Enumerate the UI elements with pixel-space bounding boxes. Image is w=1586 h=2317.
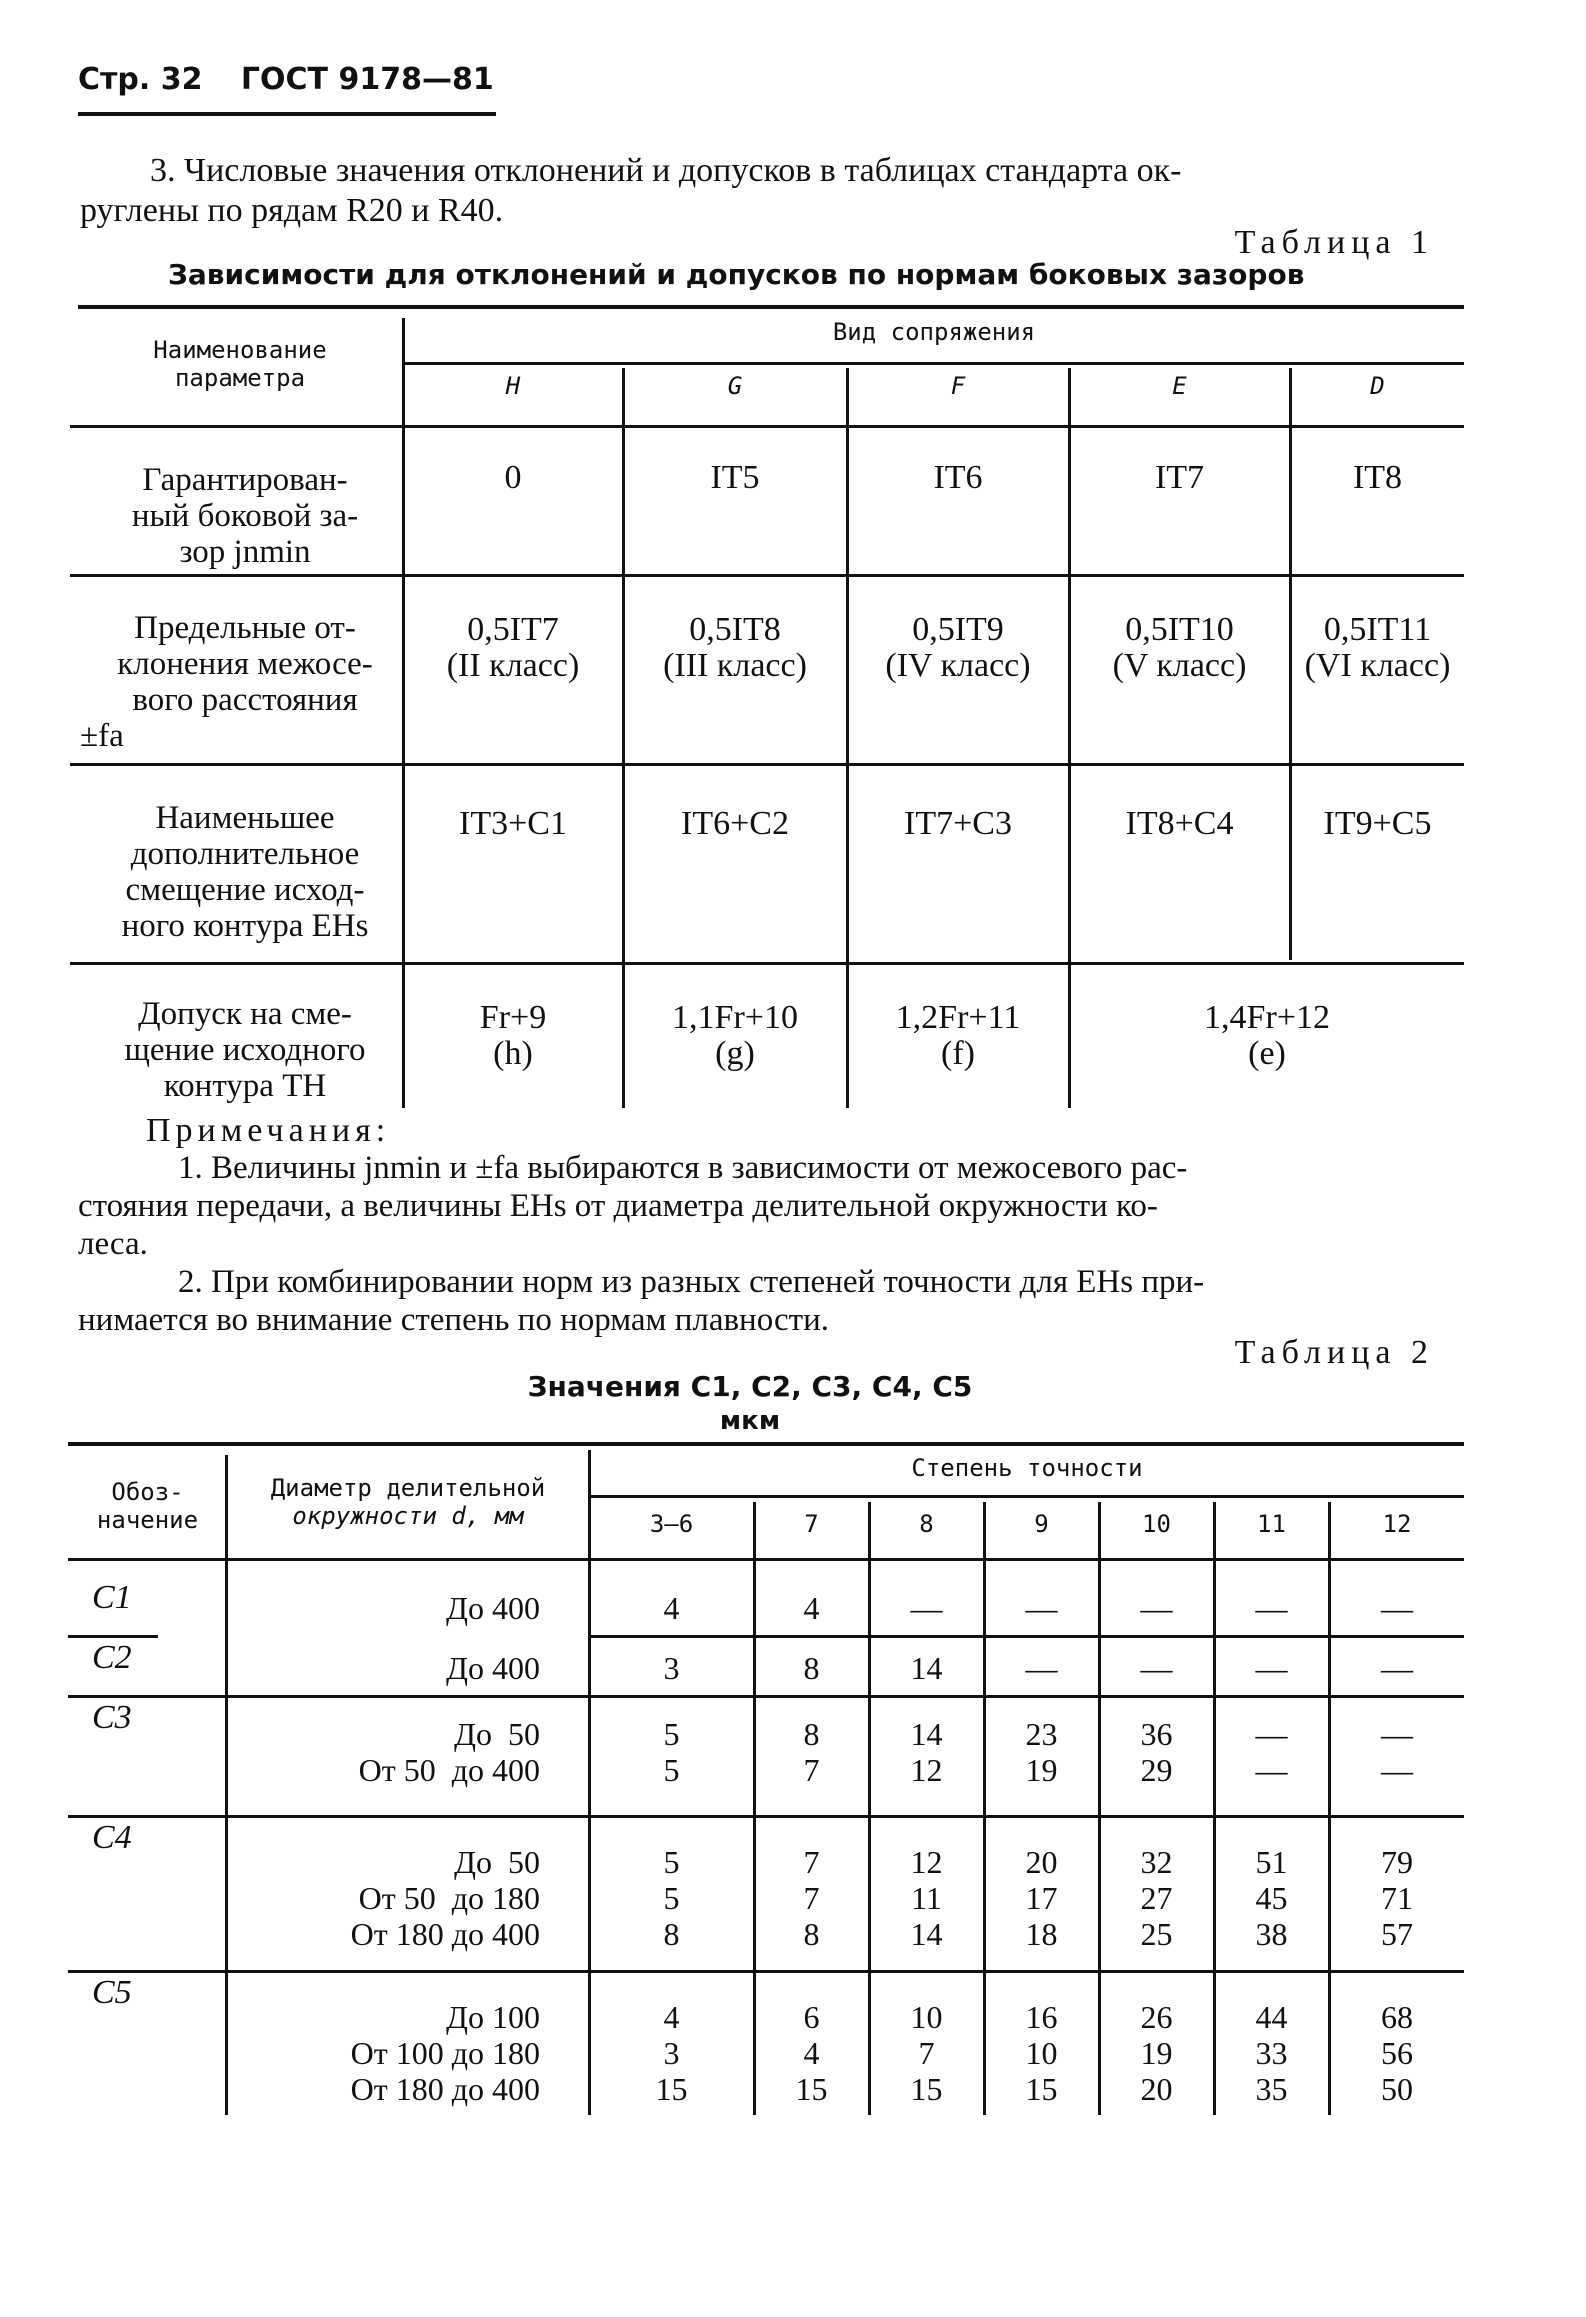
table2-diam-cell: До 400 <box>446 1590 540 1626</box>
table2-value-cell: 5 <box>663 1880 680 1916</box>
table1-row1-param: Гарантирован- ный боковой за- зор jnmin <box>131 462 359 570</box>
table2-value-cell: 27 <box>1140 1880 1173 1916</box>
table2-diam-cell: До 400 <box>446 1650 540 1686</box>
table2-value-cell: 4 <box>803 1590 820 1626</box>
table1-r1-e: IT7 <box>1154 459 1205 496</box>
table2-value-cell: 5 <box>663 1752 680 1788</box>
table1-r4-f: 1,2Fr+11 (f) <box>895 999 1021 1072</box>
table1-col-g: G <box>727 372 743 400</box>
table2-value-cell: 8 <box>663 1916 680 1952</box>
note2-line1: 2. При комбинировании норм из разных степеней точности для EHs при- <box>178 1264 1205 1300</box>
table2-col-10: 10 <box>1142 1510 1171 1538</box>
table2-symbol: C5 <box>92 1974 132 2011</box>
table2-value-cell: 44 <box>1255 1999 1288 2035</box>
table2-header-rule <box>68 1558 1464 1561</box>
table2-value-cell: 18 <box>1025 1916 1058 1952</box>
table1-col-e: E <box>1172 372 1187 400</box>
note1-line2: стояния передачи, а величины EHs от диаметра делительной окружности ко- <box>78 1188 1158 1224</box>
table2-value-cell: 51 <box>1255 1844 1288 1880</box>
table2-symbol: C2 <box>92 1639 132 1676</box>
table2-value-cell: 25 <box>1140 1916 1173 1952</box>
table1-r1-g: IT5 <box>710 459 760 496</box>
table2-diam-cell: До 100 <box>446 1999 540 2035</box>
table2-value-cell: 45 <box>1255 1880 1288 1916</box>
table1-label: Таблица 1 <box>1234 224 1434 261</box>
table2-val-rule-1 <box>590 1635 1464 1638</box>
table2-value-cell: 17 <box>1025 1880 1058 1916</box>
table2-value-cell: 7 <box>803 1752 820 1788</box>
table2-value-cell: 5 <box>663 1844 680 1880</box>
table2-value-cell: — <box>1381 1716 1413 1752</box>
table2-value-cell: 8 <box>803 1650 820 1686</box>
table2-value-cell: 8 <box>803 1916 820 1952</box>
table2-symbol: C4 <box>92 1819 132 1856</box>
table2-value-cell: 6 <box>803 1999 820 2035</box>
table1-r1-d: IT8 <box>1352 459 1403 496</box>
table2-value-cell: 19 <box>1025 1752 1058 1788</box>
table2-sym-rule-1 <box>68 1635 158 1638</box>
table2-value-cell: — <box>1140 1650 1173 1686</box>
table2-value-cell: 33 <box>1255 2035 1288 2071</box>
table2-col-7: 7 <box>804 1510 819 1538</box>
table2-value-cell: 32 <box>1140 1844 1173 1880</box>
table2-symbol: C1 <box>92 1579 132 1616</box>
table2-diam-cell: От 100 до 180 <box>350 2035 540 2071</box>
page-header <box>78 62 494 97</box>
table1-r2-e: 0,5IT10 (V класс) <box>1112 611 1247 684</box>
table2-value-cell: — <box>1255 1590 1288 1626</box>
table2-diam-cell: От 180 до 400 <box>350 1916 540 1952</box>
table2-value-cell: 14 <box>910 1650 943 1686</box>
intro-line-1: 3. Числовые значения отклонений и допусков в таблицах стандарта ок- <box>150 152 1182 189</box>
table2-value-cell: — <box>910 1590 943 1626</box>
table2-symbol: C3 <box>92 1699 132 1736</box>
table2-value-cell: — <box>1255 1650 1288 1686</box>
table2-value-cell: 4 <box>803 2035 820 2071</box>
table1-row3-param: Наименьшее дополнительное смещение исход- ного контура EHs <box>121 800 369 944</box>
table2-value-cell: 68 <box>1381 1999 1413 2035</box>
table2-value-cell: 8 <box>803 1716 820 1752</box>
table1-r2-f: 0,5IT9 (IV класс) <box>885 611 1031 684</box>
table2-value-cell: 19 <box>1140 2035 1173 2071</box>
table2-rule-3 <box>68 1815 1464 1818</box>
table1-header-group: Вид сопряжения <box>832 318 1036 346</box>
table2-diam-cell: До 50 <box>454 1716 540 1752</box>
table2-value-cell: 12 <box>910 1844 943 1880</box>
table2-value-cell: — <box>1381 1650 1413 1686</box>
table1-col-d: D <box>1370 372 1385 400</box>
table1-r3-d: IT9+C5 <box>1323 805 1432 842</box>
table1-title: Зависимости для отклонений и допусков по нормам боковых зазоров <box>168 258 1305 291</box>
table1-r3-h: IT3+C1 <box>459 805 567 842</box>
table1-row-rule-3 <box>70 962 1464 965</box>
table2-header-diam: Диаметр делительной окружности d, мм <box>270 1474 546 1530</box>
table2-value-cell: 15 <box>910 2071 943 2107</box>
table2-value-cell: 20 <box>1025 1844 1058 1880</box>
table2-rule-2 <box>68 1695 1464 1698</box>
table2-value-cell: 79 <box>1381 1844 1413 1880</box>
table2-value-cell: — <box>1255 1716 1288 1752</box>
table2-value-cell: — <box>1255 1752 1288 1788</box>
table2-col-3-6: 3—6 <box>649 1510 694 1538</box>
table2-diam-cell: От 50 до 400 <box>358 1752 540 1788</box>
table2-vrule-sym <box>225 1455 228 2115</box>
table1-col-h: H <box>505 372 521 400</box>
table2-value-cell: 71 <box>1381 1880 1413 1916</box>
standard-number: ГОСТ 9178—81 <box>240 62 494 97</box>
table2-unit: мкм <box>719 1406 781 1436</box>
table2-value-cell: 15 <box>1025 2071 1058 2107</box>
table2-col-9: 9 <box>1034 1510 1049 1538</box>
table1-r1-h: 0 <box>504 459 522 496</box>
table1-col-f: F <box>950 372 966 400</box>
table1-header-rule <box>70 425 1464 428</box>
table1-row-rule-1 <box>70 574 1464 577</box>
table2-rule-4 <box>68 1970 1464 1973</box>
table1-row4-param: Допуск на сме- щение исходного контура TH <box>124 996 366 1104</box>
table2-value-cell: — <box>1381 1752 1413 1788</box>
table1-r4-ed: 1,4Fr+12 (e) <box>1204 999 1330 1072</box>
table2-value-cell: 20 <box>1140 2071 1173 2107</box>
note1-line1: 1. Величины jnmin и ±fa выбираются в зависимости от межосевого рас- <box>178 1150 1188 1186</box>
table2-value-cell: 15 <box>655 2071 688 2107</box>
table2-value-cell: 5 <box>663 1716 680 1752</box>
note1-line3: леса. <box>78 1226 148 1262</box>
table2-col-12: 12 <box>1382 1510 1412 1538</box>
table2-value-cell: 15 <box>795 2071 828 2107</box>
table2-diam-cell: От 180 до 400 <box>350 2071 540 2107</box>
table2-value-cell: 26 <box>1140 1999 1173 2035</box>
table2-value-cell: — <box>1025 1590 1058 1626</box>
table1-r2-d: 0,5IT11 (VI класс) <box>1304 611 1451 684</box>
table1-r2-h: 0,5IT7 (II класс) <box>446 611 580 684</box>
table2-title: Значения C1, C2, C3, C4, C5 <box>527 1370 973 1403</box>
table2-col-11: 11 <box>1257 1510 1286 1538</box>
table1-header-param: Наименование параметра <box>153 336 327 392</box>
table1-row-rule-2 <box>70 763 1464 766</box>
table1-r4-h: Fr+9 (h) <box>479 999 547 1072</box>
intro-line-2: руглены по рядам R20 и R40. <box>80 192 504 229</box>
table2-value-cell: 56 <box>1381 2035 1413 2071</box>
table2-header-sym: Обоз- начение <box>96 1478 199 1534</box>
table2-value-cell: — <box>1140 1590 1173 1626</box>
note2-line2: нимается во внимание степень по нормам плавности. <box>78 1302 830 1338</box>
table2-header-group: Степень точности <box>911 1454 1143 1482</box>
notes-heading: Примечания: <box>146 1112 391 1149</box>
table2-label: Таблица 2 <box>1234 1334 1434 1371</box>
table2-value-cell: 29 <box>1140 1752 1173 1788</box>
table2-value-cell: 7 <box>803 1844 820 1880</box>
table2-value-cell: — <box>1381 1590 1413 1626</box>
table2-value-cell: 35 <box>1255 2071 1288 2107</box>
table2-value-cell: 4 <box>663 1590 680 1626</box>
table2-value-cell: 3 <box>663 1650 680 1686</box>
table1-top-rule <box>78 305 1464 309</box>
table2-value-cell: 23 <box>1025 1716 1058 1752</box>
table2-value-cell: 11 <box>911 1880 942 1916</box>
table1-r2-g: 0,5IT8 (III класс) <box>663 611 807 684</box>
table1-group-rule <box>404 362 1464 365</box>
table2-value-cell: 10 <box>910 1999 943 2035</box>
table1-r4-g: 1,1Fr+10 (g) <box>672 999 798 1072</box>
table2-value-cell: 38 <box>1255 1916 1288 1952</box>
table2-value-cell: 7 <box>918 2035 935 2071</box>
table2-value-cell: 50 <box>1381 2071 1413 2107</box>
table2-value-cell: 16 <box>1025 1999 1058 2035</box>
table2-value-cell: 14 <box>910 1716 943 1752</box>
table1-r3-g: IT6+C2 <box>681 805 789 842</box>
table2-value-cell: 10 <box>1025 2035 1058 2071</box>
table2-col-8: 8 <box>919 1510 934 1538</box>
table1-row2-param: Предельные от- клонения межосе- вого расстояния ±fa <box>80 610 373 754</box>
table2-value-cell: 36 <box>1140 1716 1173 1752</box>
page-number: Стр. 32 <box>78 62 203 97</box>
table2-top-rule <box>68 1442 1464 1446</box>
table2-value-cell: 57 <box>1381 1916 1413 1952</box>
table2-diam-cell: До 50 <box>454 1844 540 1880</box>
table2-diam-cell: От 50 до 180 <box>358 1880 540 1916</box>
table2-value-cell: 14 <box>910 1916 943 1952</box>
table2-value-cell: 12 <box>910 1752 943 1788</box>
table1-r3-f: IT7+C3 <box>904 805 1012 842</box>
table1-r1-f: IT6 <box>933 459 983 496</box>
table2-value-cell: — <box>1025 1650 1058 1686</box>
header-underline <box>78 112 496 116</box>
table2-value-cell: 3 <box>663 2035 680 2071</box>
table2-value-cell: 4 <box>663 1999 680 2035</box>
table2-group-rule <box>590 1495 1464 1498</box>
table2-value-cell: 7 <box>803 1880 820 1916</box>
table1-r3-e: IT8+C4 <box>1125 805 1234 842</box>
